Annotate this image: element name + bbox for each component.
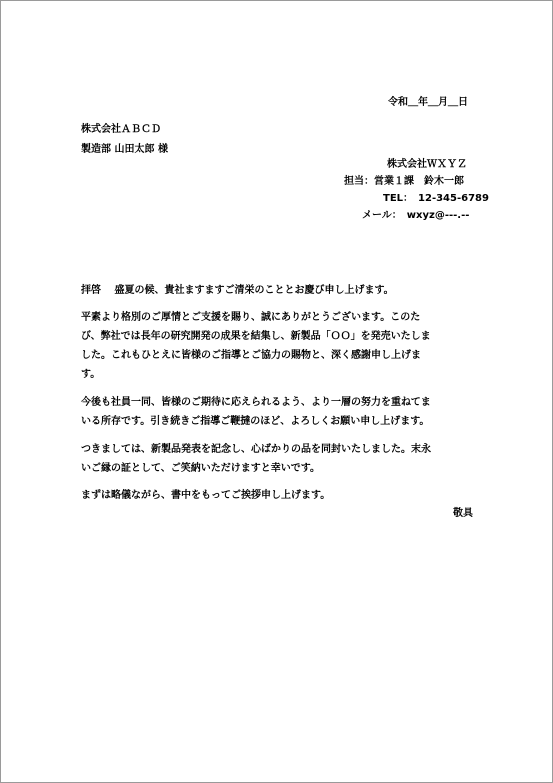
- body-p4-line2: いご縁の証として、ご笑納いただけますと幸いです。: [81, 463, 320, 474]
- body-p2-line3: した。これもひとえに皆様のご指導とご協力の賜物と、深く感謝申し上げま: [81, 350, 421, 361]
- body-p5-line1: まずは略儀ながら、書中をもってご挨拶申し上げます。: [81, 490, 331, 501]
- body-p3-line1: 今後も社員一同、皆様のご期待に応えられるよう、より一層の努力を重ねてま: [81, 397, 431, 408]
- sender-company: 株式会社ＷＸＹＺ: [387, 159, 467, 170]
- closing: 敬具: [453, 508, 473, 519]
- date: 令和＿年＿月＿日: [388, 97, 468, 108]
- body-p2-line1: 平素より格別のご厚情とご支援を賜り、誠にありがとうございます。このた: [81, 312, 421, 323]
- sender-tel: TEL： 12-345-6789: [383, 193, 489, 204]
- sender-contact: 担当：営業１課 鈴木一郎: [344, 176, 464, 187]
- recipient-person: 製造部 山田太郎 様: [81, 144, 168, 155]
- body-p4-line1: つきましては、新製品発表を記念し、心ばかりの品を同封いたしました。末永: [81, 444, 431, 455]
- sender-mail: メール： wxyz@---.--: [362, 210, 470, 221]
- body-p2-line4: す。: [81, 369, 101, 380]
- recipient-company: 株式会社ＡＢＣＤ: [81, 124, 161, 135]
- body-p3-line2: いる所存です。引き続きご指導ご鞭撻のほど、よろしくお願い申し上げます。: [81, 416, 430, 427]
- body-p2-line2: び、弊社では長年の研究開発の成果を結集し、新製品「ＯＯ」を発売いたしま: [81, 331, 431, 342]
- body-p1-line1: 拝啓 盛夏の候、貴社ますますご清栄のこととお慶び申し上げます。: [81, 285, 394, 296]
